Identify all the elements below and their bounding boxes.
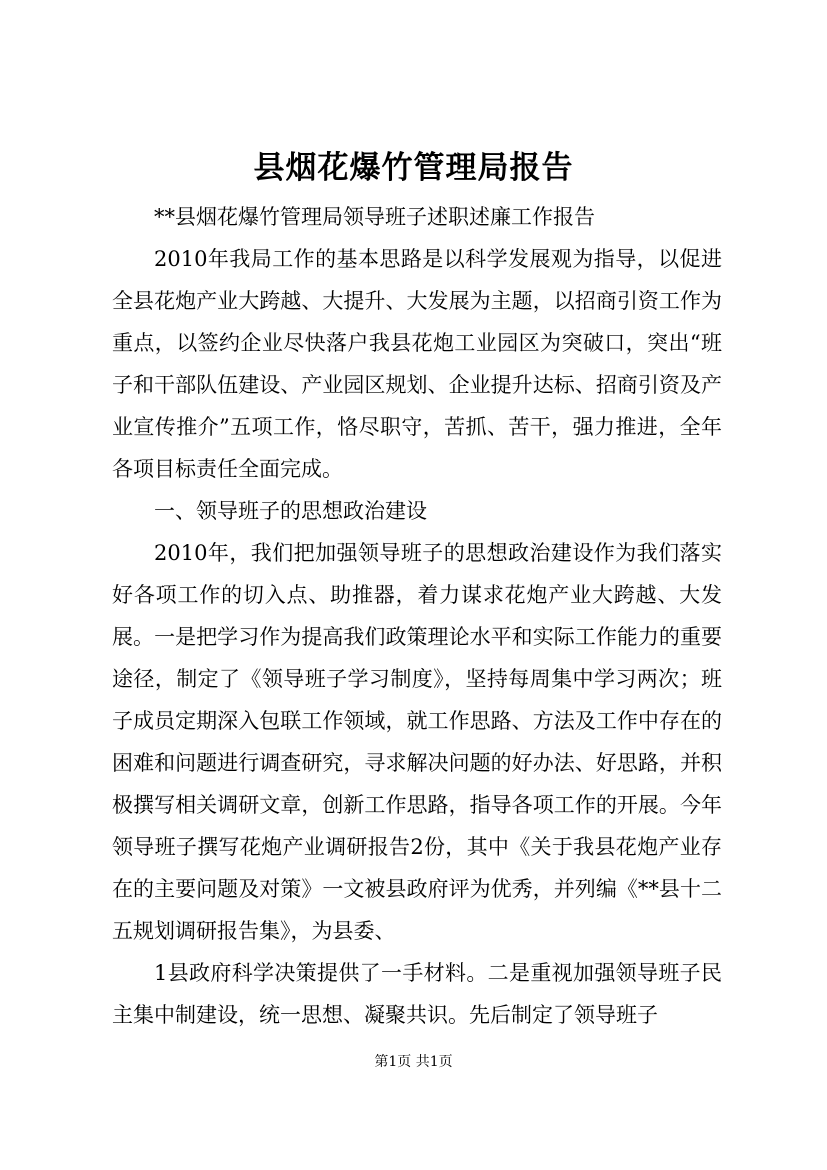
body-paragraph: 1县政府科学决策提供了一手材料。二是重视加强领导班子民主集中制建设，统一思想、凝聚共识。先后制定了领导班子	[112, 961, 722, 1027]
section-heading: 一、领导班子的思想政治建设	[154, 499, 427, 523]
body-paragraph: 2010年我局工作的基本思路是以科学发展观为指导，以促进全县花炮产业大跨越、大提升、大发展为主题，以招商引资工作为重点，以签约企业尽快落户我县花炮工业园区为突破口，突出“班子和干部队伍建设、产业园区规划、企业提升达标、招商引资及产业宣传推介”五项工作，恪尽职守，苦抓、苦干，强力推进，全年各项目标责任全面完成。	[112, 247, 722, 481]
document-title: 县烟花爆竹管理局报告	[253, 150, 574, 186]
body-paragraph: 2010年，我们把加强领导班子的思想政治建设作为我们落实好各项工作的切入点、助推器，着力谋求花炮产业大跨越、大发展。一是把学习作为提高我们政策理论水平和实际工作能力的重要途径，制定了《领导班子学习制度》，坚持每周集中学习两次；班子成员定期深入包联工作领域，就工作思路、方法及工作中存在的困难和问题进行调查研究，寻求解决问题的好办法、好思路，并积极撰写相关调研文章，创新工作思路，指导各项工作的开展。今年领导班子撰写花炮产业调研报告2份，其中《关于我县花炮产业存在的主要问题及对策》一文被县政府评为优秀，并列编《**县十二五规划调研报告集》，为县委、	[112, 541, 722, 943]
page-footer: 第1页 共1页	[374, 1054, 453, 1070]
document-body	[112, 196, 722, 1036]
subtitle-paragraph: **县烟花爆竹管理局领导班子述职述廉工作报告	[154, 205, 595, 229]
